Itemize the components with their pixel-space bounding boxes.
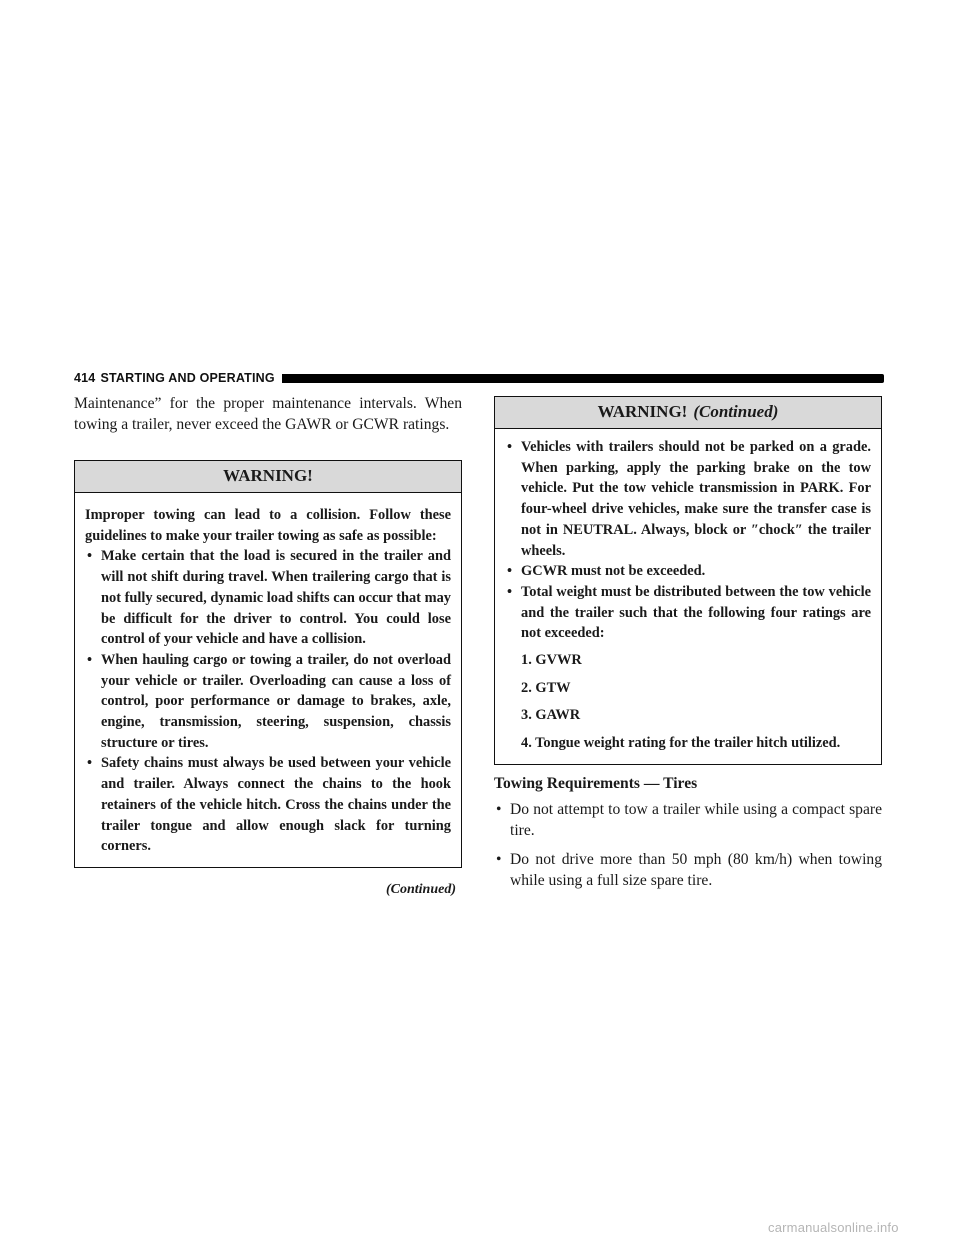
warning-title-text: WARNING! — [223, 466, 313, 485]
bullet-icon: • — [87, 548, 93, 565]
warning-item-text: When hauling cargo or towing a trailer, do not overload your vehicle or trailer. Overloading can cause a loss of control, poor performance or damage to brakes, axle, engine, transmission, steering, suspension, chassis structure or tires. — [101, 651, 451, 751]
continued-label: (Continued) — [385, 881, 456, 897]
list-item-text: Do not attempt to tow a trailer while using a compact spare tire. — [510, 800, 882, 839]
rating-item: 3. GAWR — [521, 707, 581, 724]
warning-box-continued — [494, 396, 882, 765]
header-rule — [282, 374, 884, 383]
warning-item — [85, 546, 451, 650]
bullet-icon: • — [87, 755, 93, 772]
section-subheading: Towing Requirements — Tires — [494, 774, 698, 792]
bullet-icon: • — [496, 800, 502, 818]
list-item — [494, 799, 882, 841]
warning-item — [85, 650, 451, 754]
watermark: carmanualsonline.info — [768, 1220, 899, 1235]
bullet-icon: • — [507, 563, 513, 580]
warning-item-text: Total weight must be distributed between the tow vehicle and the trailer such that the following four ratings are not exceeded: — [521, 583, 871, 642]
rating-item: 4. Tongue weight rating for the trailer hitch utilized. — [521, 735, 841, 752]
warning-item — [505, 561, 871, 582]
warning-box — [74, 460, 462, 868]
warning-item-text: Vehicles with trailers should not be parked on a grade. When parking, apply the parking brake on the tow vehicle. Put the tow vehicle transmission in PARK. For four-wheel drive vehicles, make sure the transfer case is not in NEUTRAL. Always, block or ″chock″ the trailer wheels. — [521, 439, 871, 559]
page-number: 414 — [74, 371, 96, 385]
ratings-list — [505, 650, 871, 754]
warning-item-text: Make certain that the load is secured in the trailer and will not shift during travel. When trailering cargo that is not fully secured, dynamic load shifts can occur that may be difficult for the driver to control. You could lose control of your vehicle and have a collision. — [101, 548, 451, 648]
page-header — [74, 370, 884, 386]
bullet-icon: • — [496, 850, 502, 868]
warning-intro: Improper towing can lead to a collision. Follow these guidelines to make your trailer towing as safe as possible: — [85, 507, 451, 544]
bullet-icon: • — [87, 651, 93, 668]
intro-paragraph: Maintenance” for the proper maintenance intervals. When towing a trailer, never exceed the GAWR or GCWR ratings. — [74, 395, 462, 433]
warning-list — [85, 546, 451, 857]
left-column — [74, 393, 462, 898]
rating-item: 2. GTW — [521, 679, 571, 696]
warning-title-suffix: (Continued) — [693, 402, 779, 421]
right-column — [494, 396, 882, 899]
warning-title — [75, 461, 461, 493]
warning-item — [505, 582, 871, 644]
warning-body — [75, 493, 461, 867]
warning-title — [495, 397, 881, 429]
warning-item — [505, 437, 871, 561]
warning-list — [505, 437, 871, 644]
warning-item-text: GCWR must not be exceeded. — [521, 563, 706, 580]
section-title: STARTING AND OPERATING — [100, 371, 275, 385]
warning-item — [85, 753, 451, 857]
bullet-icon: • — [507, 583, 513, 600]
list-item — [494, 849, 882, 891]
bullet-icon: • — [507, 439, 513, 455]
warning-title-text: WARNING! — [597, 402, 688, 421]
tire-requirements-list — [494, 799, 882, 891]
warning-item-text: Safety chains must always be used between your vehicle and trailer. Always connect the chains to the hook retainers of the vehicle hitch. Cross the chains under the trailer tongue and allow enough slack for turning corners. — [101, 755, 451, 855]
list-item-text: Do not drive more than 50 mph (80 km/h) when towing while using a full size spare tire. — [510, 850, 882, 889]
rating-item: 1. GVWR — [521, 652, 582, 669]
warning-body — [495, 429, 881, 764]
